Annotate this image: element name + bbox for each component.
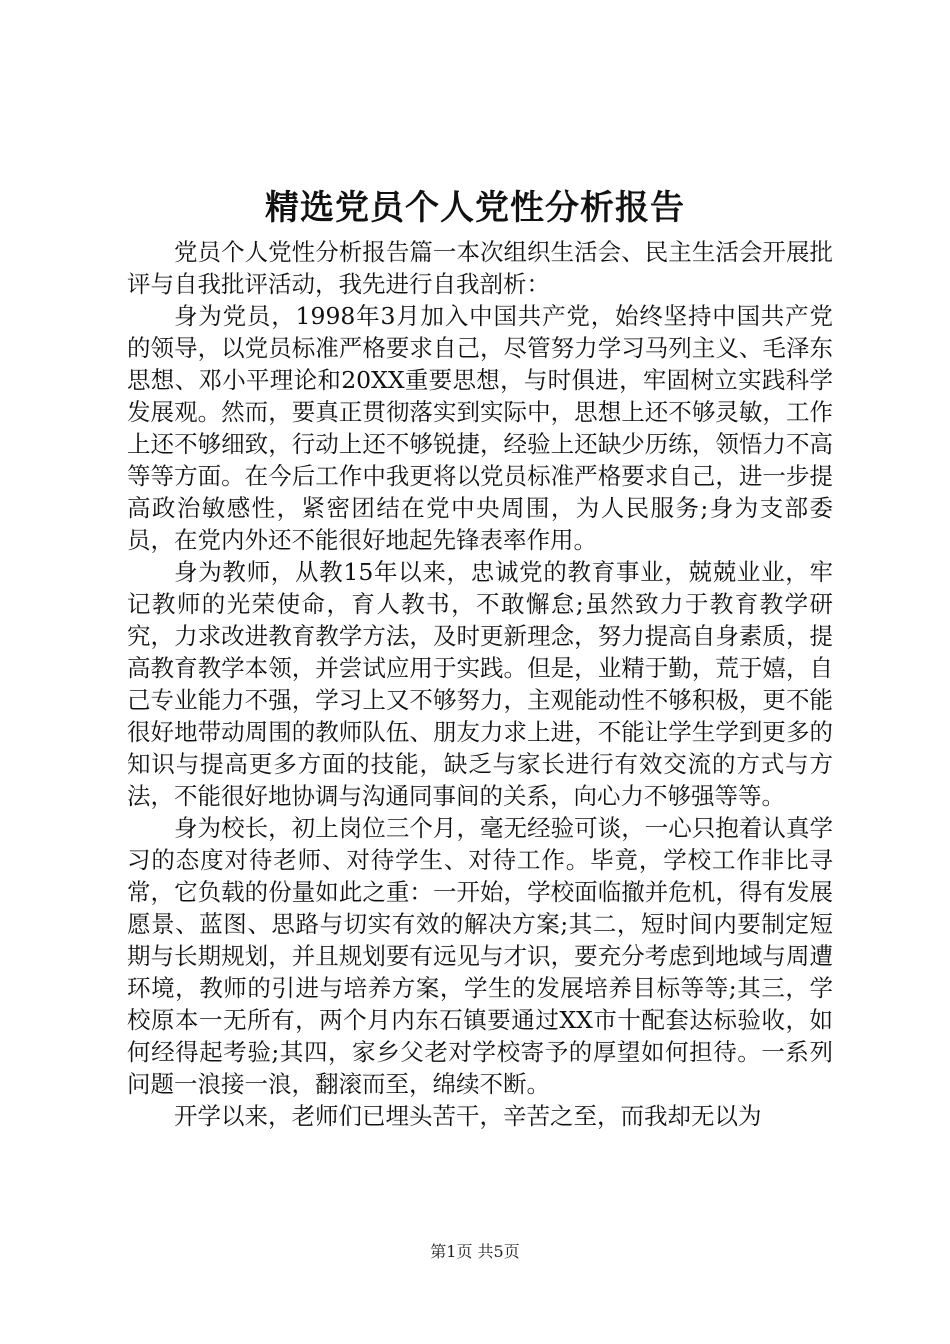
- paragraph: 身为党员，1998年3月加入中国共产党，始终坚持中国共产党的领导，以党员标准严格要求自己，尽管努力学习马列主义、毛泽东思想、邓小平理论和20XX重要思想，与时俱进，牢固树立实践科学发展观。然而，要真正贯彻落实到实际中，思想上还不够灵敏，工作上还不够细致，行动上还不够锐捷，经验上还缺少历练，领悟力不高等等方面。在今后工作中我更将以党员标准严格要求自己，进一步提高政治敏感性，紧密团结在党中央周围，为人民服务;身为支部委员，在党内外还不能很好地起先锋表率作用。: [127, 302, 833, 554]
- paragraph: 开学以来，老师们已埋头苦干，辛苦之至，而我却无以为: [174, 1102, 762, 1130]
- paragraph: 身为校长，初上岗位三个月，毫无经验可谈，一心只抱着认真学习的态度对待老师、对待学生、对待工作。毕竟，学校工作非比寻常，它负载的份量如此之重：一开始，学校面临撤并危机，得有发展愿景、蓝图、思路与切实有效的解决方案;其二，短时间内要制定短期与长期规划，并且规划要有远见与才识，要充分考虑到地域与周遭环境，教师的引进与培养方案，学生的发展培养目标等等;其三，学校原本一无所有，两个月内东石镇要通过XX市十配套达标验收，如何经得起考验;其四，家乡父老对学校寄予的厚望如何担待。一系列问题一浪接一浪，翻滚而至，绵续不断。: [127, 814, 833, 1098]
- paragraph: 党员个人党性分析报告篇一本次组织生活会、民主生活会开展批评与自我批评活动，我先进行自我剖析：: [127, 238, 833, 298]
- page-footer: 第1页 共5页: [430, 1242, 520, 1261]
- paragraph: 身为教师，从教15年以来，忠诚党的教育事业，兢兢业业，牢记教师的光荣使命，育人教书，不敢懈怠;虽然致力于教育教学研究，力求改进教育教学方法，及时更新理念，努力提高自身素质，提高教育教学本领，并尝试应用于实践。但是，业精于勤，荒于嬉，自己专业能力不强，学习上又不够努力，主观能动性不够积极，更不能很好地带动周围的教师队伍、朋友力求上进，不能让学生学到更多的知识与提高更多方面的技能，缺乏与家长进行有效交流的方式与方法，不能很好地协调与沟通同事间的关系，向心力不够强等等。: [127, 558, 833, 810]
- document-body: [127, 236, 833, 1132]
- document-title: 精选党员个人党性分析报告: [265, 188, 685, 228]
